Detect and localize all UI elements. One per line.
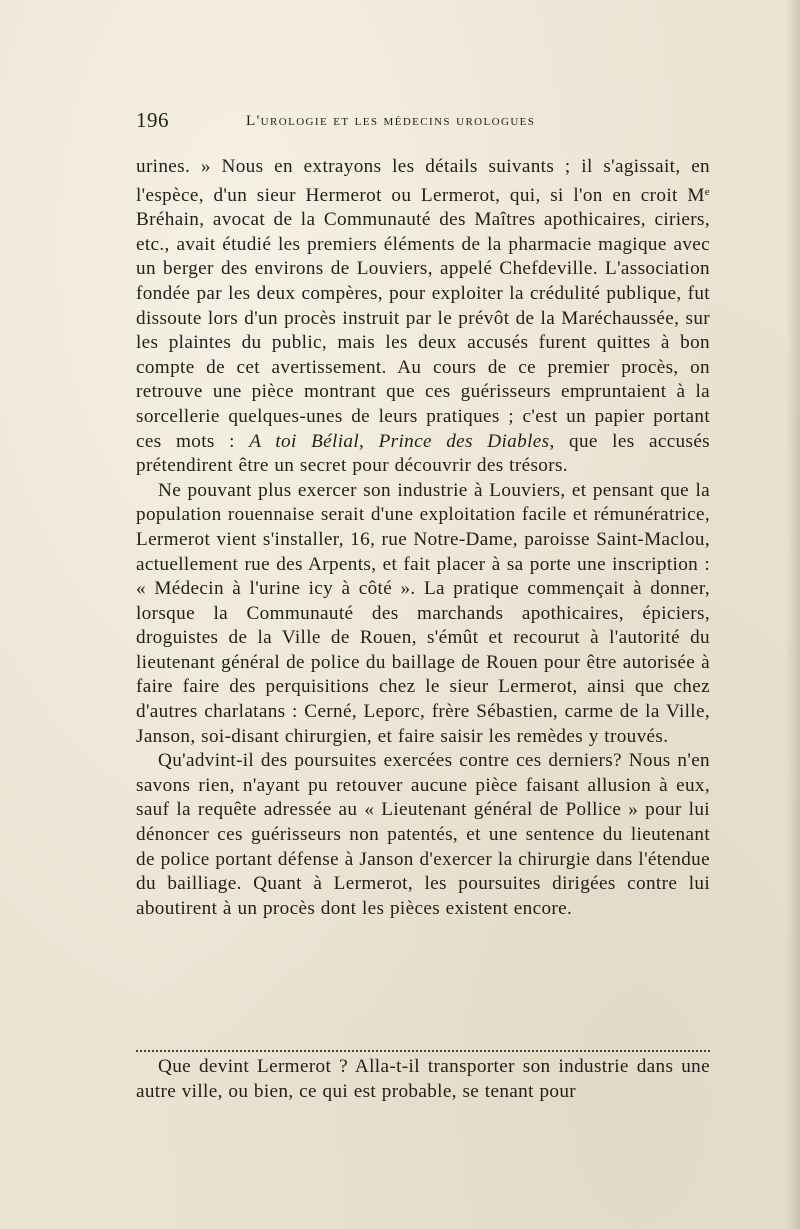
page-header (136, 108, 710, 138)
body-text-continued (136, 1055, 710, 1104)
paragraph-3: Qu'advint-il des poursuites exercées contre ces derniers? Nous n'en savons rien, n'ayant pu retouver aucune pièce faisant allusion à eux, sauf la requête adressée au « Lieutenant général de Pollice » pour lui dénoncer ces guérisseurs non patentés, et une sentence du lieutenant de police portant défense à Janson d'exercer la chirurgie dans l'étendue du bailliage. Quant à Lermerot, les poursuites dirigées contre lui aboutirent à un procès dont les pièces existent encore. (136, 750, 710, 919)
paragraph-1-italic: A toi Bélial, Prince des Diables (249, 430, 550, 452)
paragraph-4: Que devint Lermerot ? Alla-t-il transporter son industrie dans une autre ville, ou bien, ce qui est probable, se tenant pour (136, 1056, 710, 1102)
running-title: L'urologie et les médecins urologues (246, 113, 536, 129)
paragraph-1 (136, 155, 710, 479)
page-edge-shadow (786, 0, 800, 1229)
page-number: 196 (136, 108, 169, 132)
body-text (136, 155, 710, 921)
dotted-separator (136, 1042, 710, 1052)
paragraph-2: Ne pouvant plus exercer son industrie à Louviers, et pensant que la population rouennaise serait d'une exploitation facile et rémunératrice, Lermerot vient s'installer, 16, rue Notre-Dame, paroisse Saint-Maclou, actuellement rue des Arpents, et fait placer à sa porte une inscription : « Médecin à l'urine icy à côté ». La pratique commençait à donner, lorsque la Communauté des marchands apothicaires, épiciers, droguistes de la Ville de Rouen, s'émût et recourut à l'autorité du lieutenant général de police du baillage de Rouen pour être autorisée à faire faire des perquisitions chez le sieur Lermerot, ainsi que chez d'autres charlatans : Cerné, Leporc, frère Sébastien, carme de la Ville, Janson, soi-disant chirurgien, et faire saisir les remèdes y trouvés. (136, 479, 710, 747)
paragraph-1-superscript: e (704, 185, 710, 198)
paragraph-1-part-b: Bréhain, avocat de la Communauté des Maîtres apothicaires, ciriers, etc., avait étudié les premiers éléments de la pharmacie magique avec un berger des environs de Louviers, appelé Chefdeville. L'association fondée par les deux compères, pour exploiter la crédulité publique, fut dissoute lors d'un procès instruit par le prévôt de la Maréchaussée, sur les plaintes du public, mais les deux accusés furent quittes à bon compte de cet avertissement. Au cours de ce premier procès, on retrouve une pièce montrant que ces guérisseurs empruntaient à la sorcellerie quelques-unes de leurs pratiques ; c'est un papier portant ces mots : (136, 209, 710, 452)
paragraph-1-part-a: urines. » Nous en extrayons les détails suivants ; il s'agissait, en l'espèce, d'un sieur Hermerot ou Lermerot, qui, si l'on en croit M (136, 156, 710, 206)
paragraph-1-part-c: , que les accusés prétendirent être un secret pour découvrir des trésors. (136, 430, 711, 477)
